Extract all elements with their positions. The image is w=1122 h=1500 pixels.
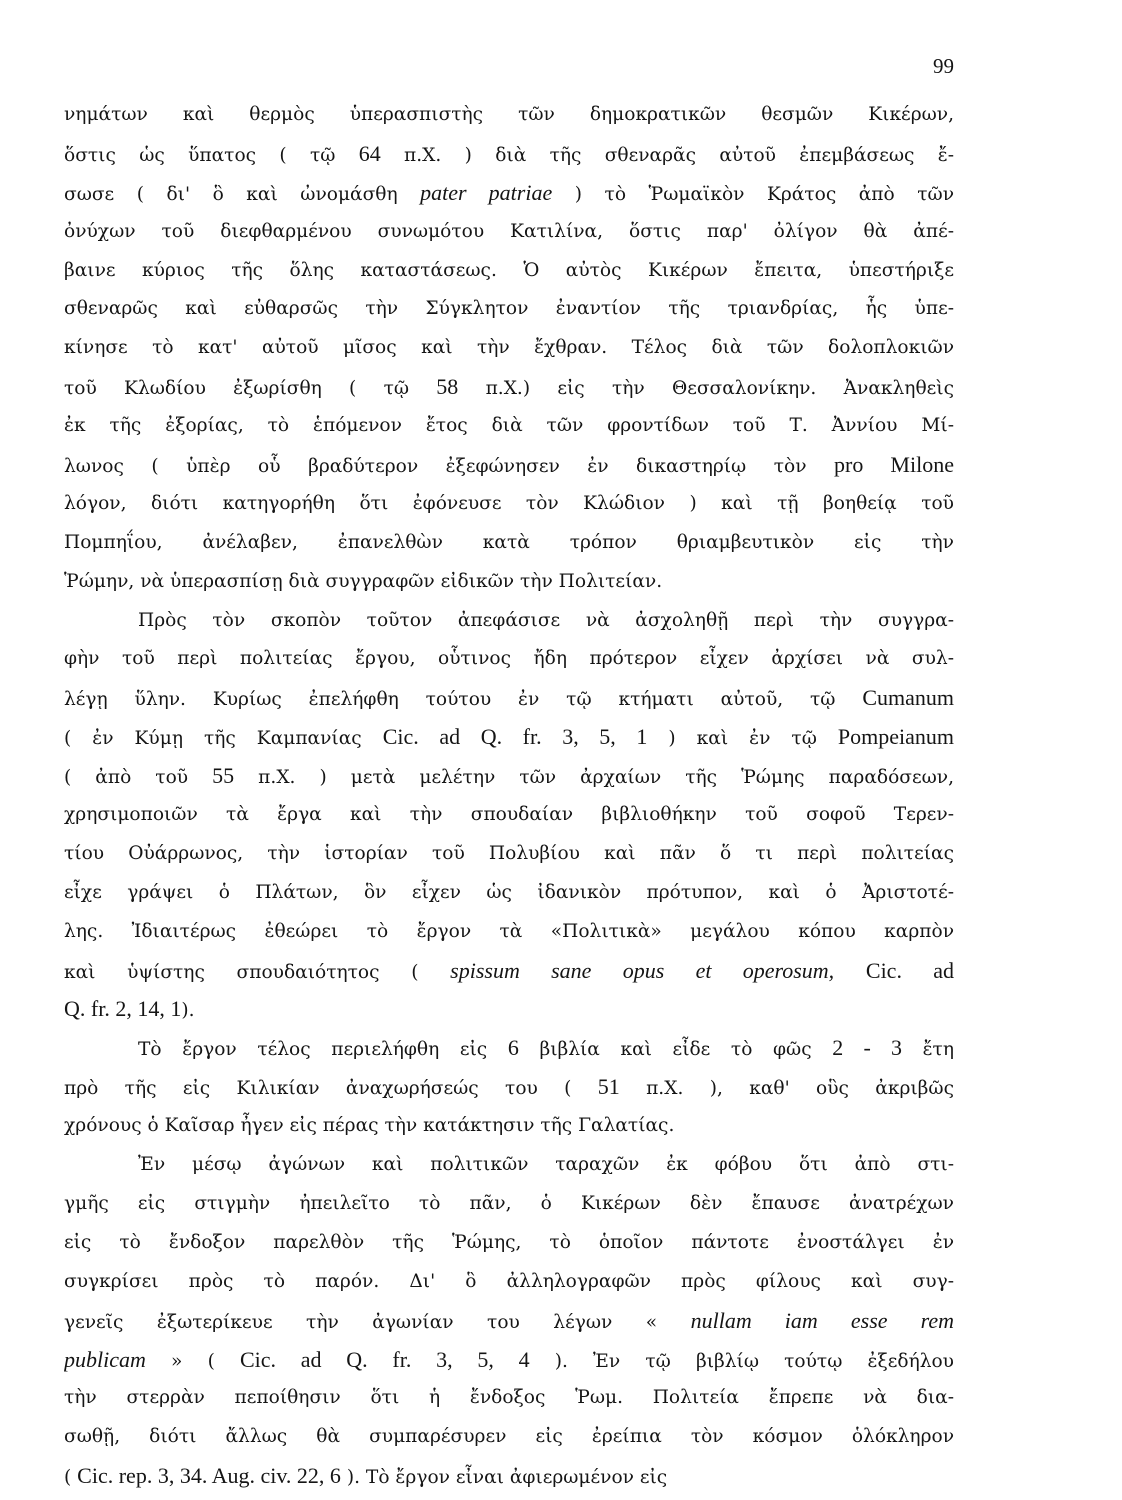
greek-text: [834, 962, 866, 983]
greek-text: τίου Οὐάρρωνος, τὴν ἱστορίαν τοῦ Πολυβίου καὶ πᾶν ὅ τι περὶ πολιτείας: [64, 842, 954, 864]
greek-text: ) τὸ Ῥωμαϊκὸν Κράτος ἀπὸ τῶν: [552, 183, 954, 205]
greek-text: λόγον, διότι κατηγορήθη ὅτι ἐφόνευσε τὸν Κλώδιον ) καὶ τῇ βοηθείᾳ τοῦ: [64, 492, 954, 514]
greek-text: ( ἐν Κύμῃ τῆς Καμπανίας: [64, 728, 383, 750]
text-line: [64, 679, 954, 718]
text-line: [64, 796, 954, 835]
latin-text: 58: [436, 374, 459, 400]
latin-text: nullam iam esse rem: [690, 1307, 954, 1333]
text-line: [64, 757, 954, 796]
greek-text: π.Χ. ), καθ' οὓς ἀκριβῶς: [619, 1078, 954, 1100]
latin-text: Cic. ad Q. fr. 3, 5, 1: [382, 724, 648, 750]
latin-text: spissum sane opus et operosum,: [450, 957, 835, 983]
greek-text: χρόνους ὁ Καῖσαρ ἦγεν εἰς πέρας τὴν κατάκτησιν τῆς Γαλατίας.: [64, 1115, 675, 1137]
text-line: [64, 446, 954, 485]
text-line: [64, 1263, 954, 1302]
text-line: [64, 485, 954, 524]
greek-text: συγκρίσει πρὸς τὸ παρόν. Δι' ὃ ἀλληλογραφῶν πρὸς φίλους καὶ συγ-: [64, 1270, 954, 1292]
greek-text: (: [64, 1467, 78, 1489]
text-line: [64, 835, 954, 874]
text-line: [64, 1146, 954, 1185]
text-line: [64, 1068, 954, 1107]
text-line: [64, 1029, 954, 1068]
greek-text: ἐκ τῆς ἐξορίας, τὸ ἑπόμενον ἔτος διὰ τῶν φροντίδων τοῦ Τ. Ἀννίου Μί-: [64, 415, 954, 437]
greek-text: βαινε κύριος τῆς ὅλης καταστάσεως. Ὁ αὐτὸς Κικέρων ἔπειτα, ὑπεστήριξε: [64, 259, 954, 281]
latin-text: Cumanum: [862, 685, 954, 711]
text-line: [64, 1302, 954, 1341]
text-line: [64, 952, 954, 991]
text-line: [64, 135, 954, 174]
greek-text: Πρὸς τὸν σκοπὸν τοῦτον ἀπεφάσισε νὰ ἀσχοληθῇ περὶ τὴν συγγρα-: [138, 609, 954, 631]
latin-text: 64: [358, 140, 381, 166]
greek-text: ). Τὸ ἔργον εἶναι ἀφιερωμένον εἰς: [340, 1467, 668, 1489]
greek-text: τὴν στερρὰν πεποίθησιν ὅτι ἡ ἔνδοξος Ῥωμ. Πολιτεία ἔπρεπε νὰ δια-: [64, 1387, 954, 1409]
paragraph: [64, 1146, 954, 1496]
greek-text: πρὸ τῆς εἰς Κιλικίαν ἀναχωρήσεώς του (: [64, 1078, 598, 1100]
latin-text: Cic. ad: [865, 957, 954, 983]
greek-text: κίνησε τὸ κατ' αὐτοῦ μῖσος καὶ τὴν ἔχθραν. Τέλος διὰ τῶν δολοπλοκιῶν: [64, 337, 954, 359]
text-line: [64, 329, 954, 368]
latin-text: 2 - 3: [832, 1035, 902, 1061]
greek-text: Τὸ ἔργον τέλος περιελήφθη εἰς: [138, 1039, 508, 1061]
latin-text: publicam: [64, 1346, 146, 1372]
text-line: [64, 718, 954, 757]
greek-text: ὀνύχων τοῦ διεφθαρμένου συνωμότου Κατιλίνα, ὅστις παρ' ὀλίγον θὰ ἀπέ-: [64, 220, 954, 242]
greek-text: π.Χ. ) μετὰ μελέτην τῶν ἀρχαίων τῆς Ῥώμης παραδόσεων,: [234, 767, 954, 789]
text-line: [64, 1379, 954, 1418]
paragraph: [64, 1029, 954, 1146]
greek-text: γενεῖς ἐξωτερίκευε τὴν ἀγωνίαν του λέγων «: [64, 1311, 691, 1333]
paragraph: [64, 602, 954, 1030]
greek-text: λης. Ἰδιαιτέρως ἐθεώρει τὸ ἔργον τὰ «Πολιτικὰ» μεγάλου κόπου καρπὸν: [64, 920, 954, 942]
text-line: [64, 602, 954, 641]
text-line: [64, 913, 954, 952]
greek-text: ). Ἐν τῷ βιβλίῳ τούτῳ ἐξεδήλου: [529, 1350, 954, 1372]
greek-text: ) καὶ ἐν τῷ: [647, 728, 838, 750]
greek-text: Πομπηΐου, ἀνέλαβεν, ἐπανελθὼν κατὰ τρόπον θριαμβευτικὸν εἰς τὴν: [64, 531, 954, 553]
greek-text: καὶ ὑψίστης σπουδαιότητος (: [64, 961, 451, 983]
text-line: [64, 1107, 954, 1146]
greek-text: ).: [181, 1000, 195, 1022]
text-line: [64, 1185, 954, 1224]
text-line: [64, 1457, 954, 1496]
text-line: [64, 1224, 954, 1263]
text-line: [64, 407, 954, 446]
greek-text: εἶχε γράψει ὁ Πλάτων, ὃν εἶχεν ὡς ἰδανικὸν πρότυπον, καὶ ὁ Ἀριστοτέ-: [64, 881, 954, 903]
latin-text: Cic. rep. 3, 34. Aug. civ. 22, 6: [77, 1463, 341, 1489]
greek-text: τοῦ Κλωδίου ἐξωρίσθη ( τῷ: [64, 378, 437, 400]
greek-text: χρησιμοποιῶν τὰ ἔργα καὶ τὴν σπουδαίαν βιβλιοθήκην τοῦ σοφοῦ Τερεν-: [64, 804, 954, 826]
text-line: [64, 1418, 954, 1457]
latin-text: 51: [597, 1074, 620, 1100]
text-line: [64, 174, 954, 213]
latin-text: Pompeianum: [837, 724, 954, 750]
greek-text: Ἐν μέσῳ ἀγώνων καὶ πολιτικῶν ταραχῶν ἐκ φόβου ὅτι ἀπὸ στι-: [138, 1154, 954, 1176]
greek-text: γμῆς εἰς στιγμὴν ἠπειλεῖτο τὸ πᾶν, ὁ Κικέρων δὲν ἔπαυσε ἀνατρέχων: [64, 1192, 954, 1214]
latin-text: 55: [212, 763, 235, 789]
greek-text: ἔτη: [901, 1039, 954, 1061]
greek-text: » (: [145, 1350, 240, 1372]
latin-text: pater patriae: [420, 179, 553, 205]
text-line: [64, 252, 954, 291]
greek-text: νημάτων καὶ θερμὸς ὑπερασπιστὴς τῶν δημοκρατικῶν θεσμῶν Κικέρων,: [64, 104, 954, 125]
text-line: [64, 640, 954, 679]
greek-text: π.Χ. ) διὰ τῆς σθεναρᾶς αὐτοῦ ἐπεμβάσεως ἔ-: [380, 144, 954, 166]
text-line: [64, 368, 954, 407]
greek-text: βιβλία καὶ εἶδε τὸ φῶς: [518, 1039, 833, 1061]
greek-text: λωνος ( ὑπὲρ οὗ βραδύτερον ἐξεφώνησεν ἐν δικαστηρίῳ τὸν: [64, 456, 835, 478]
text-line: [64, 563, 954, 602]
text-line: [64, 524, 954, 563]
greek-text: εἰς τὸ ἔνδοξον παρελθὸν τῆς Ῥώμης, τὸ ὁποῖον πάντοτε ἐνοστάλγει ἐν: [64, 1231, 954, 1253]
greek-text: ὅστις ὡς ὕπατος ( τῷ: [64, 144, 359, 166]
text-line: [64, 990, 954, 1029]
greek-text: ( ἀπὸ τοῦ: [64, 767, 213, 789]
text-line: [64, 290, 954, 329]
greek-text: φὴν τοῦ περὶ πολιτείας ἔργου, οὗτινος ἤδη πρότερον εἶχεν ἀρχίσει νὰ συλ-: [64, 648, 954, 670]
greek-text: σωσε ( δι' ὃ καὶ ὠνομάσθη: [64, 183, 421, 205]
text-body: [64, 96, 954, 1496]
greek-text: Ῥώμην, νὰ ὑπερασπίσῃ διὰ συγγραφῶν εἰδικῶν τὴν Πολιτείαν.: [64, 570, 663, 592]
latin-text: Q. fr. 2, 14, 1: [64, 996, 182, 1022]
text-line: [64, 213, 954, 252]
greek-text: λέγῃ ὕλην. Κυρίως ἐπελήφθη τούτου ἐν τῷ κτήματι αὐτοῦ, τῷ: [64, 689, 863, 711]
greek-text: π.Χ.) εἰς τὴν Θεσσαλονίκην. Ἀνακληθεὶς: [458, 378, 954, 400]
latin-text: 6: [507, 1035, 519, 1061]
paragraph: [64, 96, 954, 602]
greek-text: σωθῇ, διότι ἄλλως θὰ συμπαρέσυρεν εἰς ἐρείπια τὸν κόσμον ὁλόκληρον: [64, 1426, 954, 1448]
text-line: [64, 1341, 954, 1380]
page-number: 99: [933, 54, 954, 78]
text-line: [64, 874, 954, 913]
greek-text: σθεναρῶς καὶ εὐθαρσῶς τὴν Σύγκλητον ἐναντίον τῆς τριανδρίας, ἧς ὑπε-: [64, 298, 954, 320]
latin-text: Cic. ad Q. fr. 3, 5, 4: [239, 1346, 530, 1372]
latin-text: pro Milone: [834, 452, 954, 478]
text-line: [64, 96, 954, 135]
